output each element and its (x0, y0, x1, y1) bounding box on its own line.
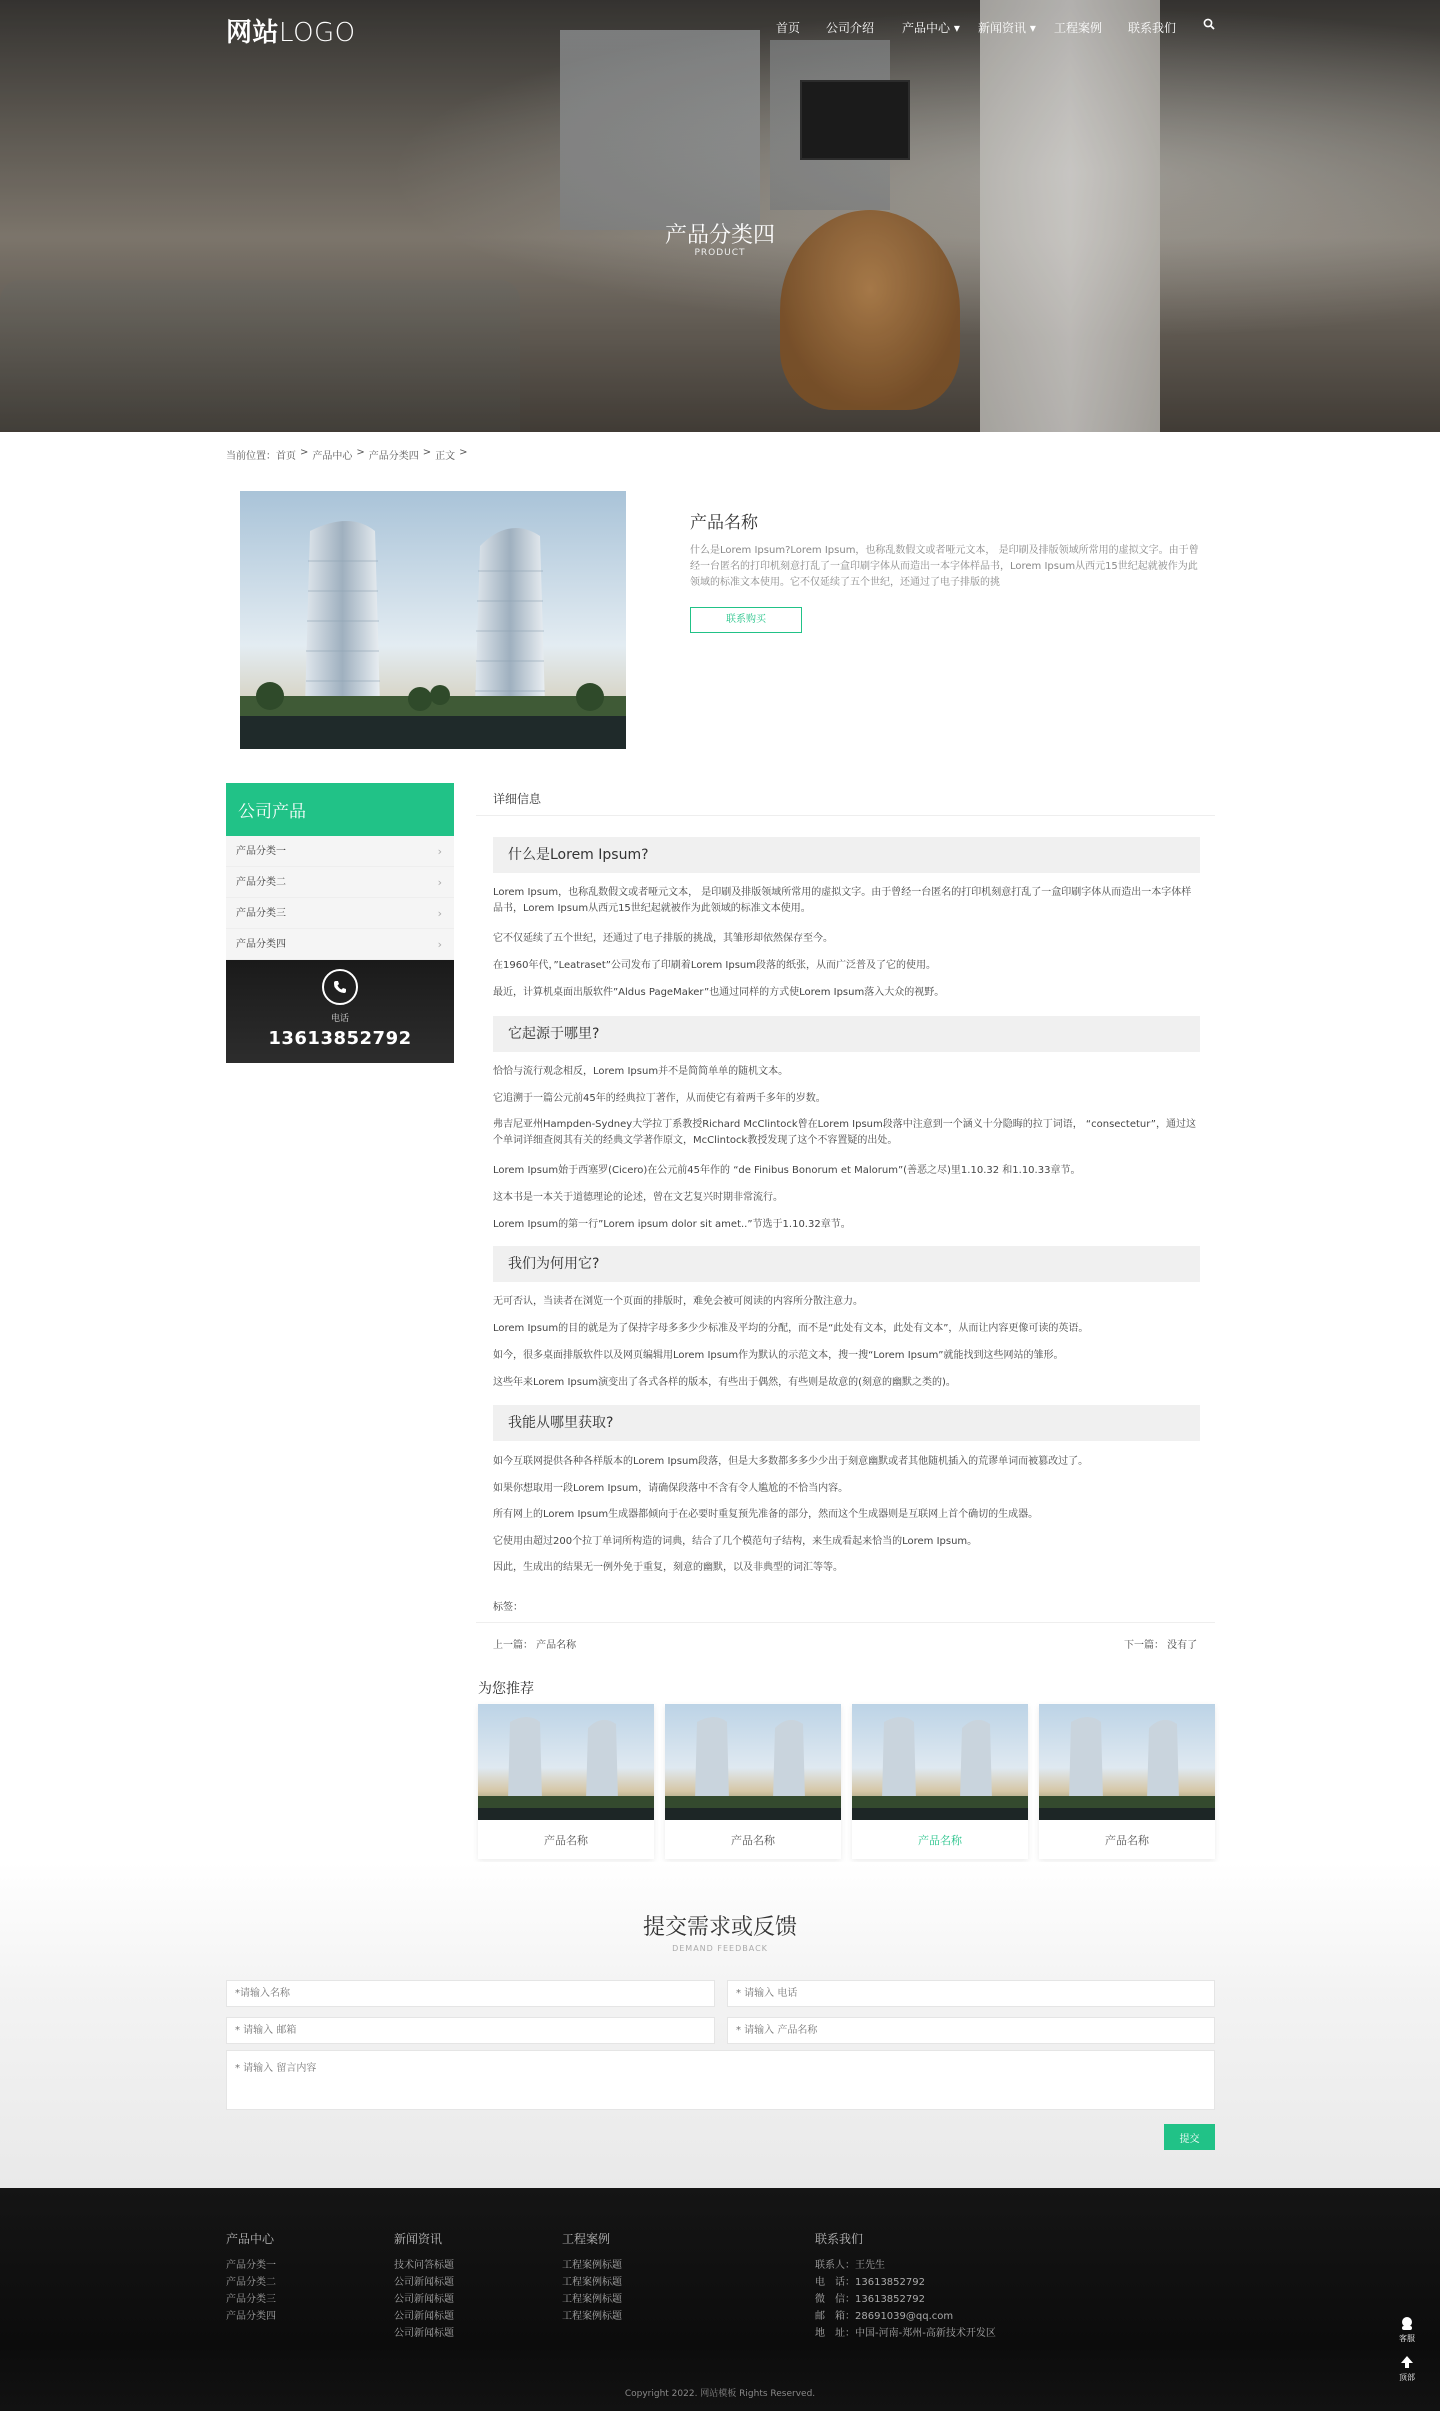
headset-icon (1399, 2315, 1415, 2331)
footer-link[interactable]: 产品分类二 (226, 2277, 276, 2288)
sidebar-phone-box (226, 960, 454, 1063)
breadcrumb-products[interactable]: 产品中心 (312, 451, 353, 462)
chevron-right-icon: › (437, 938, 442, 951)
paragraph: Lorem Ipsum的目的就是为了保持字母多多少少标准及平均的分配，而不是“此处有文本，此处有文本”，从而让内容更像可读的英语。 (493, 1323, 1089, 1334)
product-name-field[interactable] (727, 2017, 1215, 2044)
recommend-image (478, 1704, 654, 1820)
breadcrumb-sep: > (422, 447, 432, 458)
arrow-up-icon (1399, 2354, 1415, 2370)
recommend-name: 产品名称 (918, 1834, 962, 1847)
footer-col-contact (815, 2230, 996, 2342)
recommend-card[interactable] (1039, 1704, 1215, 1859)
recommend-title: 为您推荐 (478, 1681, 534, 1697)
sidebar-item-cat4[interactable]: 产品分类四 › (226, 929, 454, 960)
sidebar-item-cat2[interactable]: 产品分类二 › (226, 867, 454, 898)
contact-buy-button[interactable]: 联系购买 (690, 607, 802, 633)
chevron-right-icon: › (437, 845, 442, 858)
footer-link[interactable]: 公司新闻标题 (394, 2311, 454, 2322)
feedback-title: 提交需求或反馈 (642, 1915, 797, 1940)
feedback-subtitle: DEMAND FEEDBACK (672, 1944, 768, 1953)
footer-col-title: 新闻资讯 (394, 2232, 443, 2246)
paragraph: Lorem Ipsum，也称乱数假文或者哑元文本， 是印刷及排版领域所常用的虚拟文字。由于曾经一台匿名的打印机刻意打乱了一盒印刷字体从而造出一本字体样品书，Lorem Ipsum从西元15世纪起就被作为此领域的标准文本使用。 (493, 887, 1192, 914)
recommend-image (852, 1704, 1028, 1820)
nav-item-home[interactable]: 首页 (776, 21, 801, 35)
footer-contact-address: 地 址：中国-河南-郑州-高新技术开发区 (815, 2328, 996, 2339)
product-description: 什么是Lorem Ipsum?Lorem Ipsum，也称乱数假文或者哑元文本， 是印刷及排版领域所常用的虚拟文字。由于曾经一台匿名的打印机刻意打乱了一盒印刷字体从而造出一本字体样品书，Lorem Ipsum从西元15世纪起就被作为此领域的标准文本使用。它不仅延续了五个世纪，还通过了电子排版的挑 (690, 545, 1199, 588)
footer-contact-wechat: 微 信：13613852792 (815, 2294, 925, 2305)
breadcrumb-current: 正文 (435, 451, 456, 462)
footer-link[interactable]: 公司新闻标题 (394, 2294, 454, 2305)
search-icon[interactable] (1203, 18, 1217, 32)
paragraph: 所有网上的Lorem Ipsum生成器都倾向于在必要时重复预先准备的部分，然而这个生成器则是互联网上首个确切的生成器。 (493, 1509, 1039, 1520)
paragraph: 它使用由超过200个拉丁单词所构造的词典，结合了几个模范句子结构，来生成看起来恰当的Lorem Ipsum。 (493, 1536, 978, 1547)
breadcrumb (226, 447, 468, 462)
footer-link[interactable]: 公司新闻标题 (394, 2277, 454, 2288)
float-toolbar (1393, 2315, 1421, 2393)
phone-label: 电话 (330, 1014, 349, 1024)
paragraph: Lorem Ipsum的第一行”Lorem ipsum dolor sit amet..”节选于1.10.32章节。 (493, 1219, 851, 1230)
breadcrumb-home[interactable]: 当前位置：首页 (226, 451, 296, 462)
recommend-name: 产品名称 (731, 1834, 775, 1847)
footer-link[interactable]: 工程案例标题 (562, 2294, 622, 2305)
next-article-link[interactable]: 下一篇： 没有了 (1124, 1640, 1198, 1651)
footer-link[interactable]: 产品分类三 (226, 2294, 276, 2305)
nav-item-contact[interactable]: 联系我们 (1128, 21, 1177, 35)
hero-banner (0, 0, 1440, 432)
footer-link[interactable]: 技术问答标题 (394, 2260, 454, 2271)
sidebar-title: 公司产品 (226, 783, 454, 836)
footer-col-title: 工程案例 (562, 2232, 611, 2246)
submit-button[interactable]: 提交 (1164, 2124, 1215, 2150)
sidebar-item-cat3[interactable]: 产品分类三 › (226, 898, 454, 929)
section-heading: 什么是Lorem Ipsum? (493, 837, 1200, 873)
footer-col-title: 联系我们 (815, 2232, 864, 2246)
paragraph: 因此，生成出的结果无一例外免于重复，刻意的幽默，以及非典型的词汇等等。 (493, 1562, 843, 1573)
footer-contact-email: 邮 箱：28691039@qq.com (815, 2311, 954, 2322)
breadcrumb-category[interactable]: 产品分类四 (368, 451, 419, 462)
sidebar-item-cat1[interactable]: 产品分类一 › (226, 836, 454, 867)
hero-subtitle: PRODUCT (694, 248, 746, 258)
product-name: 产品名称 (690, 513, 758, 533)
footer-col-news (394, 2230, 454, 2342)
phone-number: 13613852792 (268, 1028, 412, 1049)
chevron-right-icon: › (437, 907, 442, 920)
recommend-name: 产品名称 (1105, 1834, 1149, 1847)
divider (476, 1622, 1215, 1623)
section-heading: 它起源于哪里? (493, 1016, 1200, 1052)
paragraph: 这些年来Lorem Ipsum演变出了各式各样的版本，有些出于偶然，有些则是故意的(刻意的幽默之类的)。 (493, 1377, 956, 1388)
section-heading: 我能从哪里获取? (493, 1405, 1200, 1441)
breadcrumb-sep: > (356, 447, 365, 458)
nav-item-cases[interactable]: 工程案例 (1054, 21, 1103, 35)
paragraph: 它不仅延续了五个世纪，还通过了电子排版的挑战，其雏形却依然保存至今。 (493, 933, 833, 944)
recommend-name: 产品名称 (544, 1834, 588, 1847)
recommend-card[interactable] (852, 1704, 1028, 1859)
float-service-button[interactable]: 客服 (1393, 2315, 1421, 2344)
float-top-button[interactable]: 顶部 (1393, 2354, 1421, 2383)
footer-col-cases (562, 2230, 622, 2325)
footer-col-title: 产品中心 (226, 2232, 275, 2246)
recommend-card[interactable] (478, 1704, 654, 1859)
footer-link[interactable]: 工程案例标题 (562, 2311, 622, 2322)
paragraph: 它追溯于一篇公元前45年的经典拉丁著作，从而使它有着两千多年的岁数。 (493, 1093, 826, 1104)
prev-article-link[interactable]: 上一篇： 产品名称 (493, 1640, 577, 1651)
footer-contact-person: 联系人：王先生 (815, 2260, 885, 2271)
sidebar-list (226, 836, 454, 960)
footer-link[interactable]: 工程案例标题 (562, 2277, 622, 2288)
paragraph: 如今互联网提供各种各样版本的Lorem Ipsum段落，但是大多数都多多少少出于刻意幽默或者其他随机插入的荒谬单词而被篡改过了。 (493, 1456, 1089, 1467)
recommend-image (665, 1704, 841, 1820)
paragraph: 如今，很多桌面排版软件以及网页编辑用Lorem Ipsum作为默认的示范文本，搜一搜“Lorem Ipsum”就能找到这些网站的雏形。 (493, 1350, 1064, 1361)
footer (0, 2188, 1440, 2411)
footer-link[interactable]: 产品分类四 (226, 2311, 276, 2322)
paragraph: 在1960年代，”Leatraset”公司发布了印刷着Lorem Ipsum段落的纸张，从而广泛普及了它的使用。 (493, 960, 936, 971)
paragraph: Lorem Ipsum始于西塞罗(Cicero)在公元前45年作的 “de Finibus Bonorum et Malorum”(善恶之尽)里1.10.32 和1.10.33章节。 (493, 1165, 1081, 1176)
email-field[interactable] (226, 2017, 715, 2044)
paragraph: 恰恰与流行观念相反，Lorem Ipsum并不是简简单单的随机文本。 (493, 1066, 789, 1077)
hero-title: 产品分类四 (664, 223, 775, 248)
footer-link[interactable]: 工程案例标题 (562, 2260, 622, 2271)
paragraph: 如果你想取用一段Lorem Ipsum，请确保段落中不含有令人尴尬的不恰当内容。 (493, 1483, 849, 1494)
product-image (240, 491, 626, 749)
phone-icon (322, 969, 358, 1005)
chevron-right-icon: › (437, 876, 442, 889)
footer-contact-phone: 电 话：13613852792 (815, 2277, 925, 2288)
footer-col-products (226, 2230, 276, 2325)
footer-link[interactable]: 产品分类一 (226, 2260, 276, 2271)
name-field[interactable] (226, 1980, 715, 2007)
breadcrumb-sep: > (300, 447, 309, 458)
tags-label: 标签： (493, 1602, 523, 1613)
paragraph: 无可否认，当读者在浏览一个页面的排版时，难免会被可阅读的内容所分散注意力。 (493, 1296, 863, 1307)
nav-item-products[interactable]: 产品中心 ▾ (902, 21, 960, 35)
nav-item-news[interactable]: 新闻资讯 ▾ (978, 21, 1036, 35)
paragraph: 最近，计算机桌面出版软件”Aldus PageMaker”也通过同样的方式使Lorem Ipsum落入大众的视野。 (493, 987, 945, 998)
detail-title: 详细信息 (476, 785, 1215, 816)
site-logo[interactable]: 网站LOGO (226, 18, 356, 48)
footer-link[interactable]: 公司新闻标题 (394, 2328, 454, 2339)
breadcrumb-sep: > (459, 447, 468, 458)
paragraph: 这本书是一本关于道德理论的论述，曾在文艺复兴时期非常流行。 (493, 1192, 783, 1203)
phone-field[interactable] (727, 1980, 1215, 2007)
nav-item-about[interactable]: 公司介绍 (826, 21, 875, 35)
message-field[interactable] (226, 2050, 1215, 2110)
paragraph: 弗吉尼亚州Hampden-Sydney大学拉丁系教授Richard McClintock曾在Lorem Ipsum段落中注意到一个涵义十分隐晦的拉丁词语， “consectetur”，通过这个单词详细查阅其有关的经典文学著作原文，McClintock教授发现了这个不容置疑的出处。 (493, 1119, 1196, 1146)
recommend-image (1039, 1704, 1215, 1820)
recommend-card[interactable] (665, 1704, 841, 1859)
copyright: Copyright 2022. 网站模板 Rights Reserved. (624, 2389, 816, 2399)
section-heading: 我们为何用它? (493, 1246, 1200, 1282)
top-nav (0, 0, 1440, 54)
